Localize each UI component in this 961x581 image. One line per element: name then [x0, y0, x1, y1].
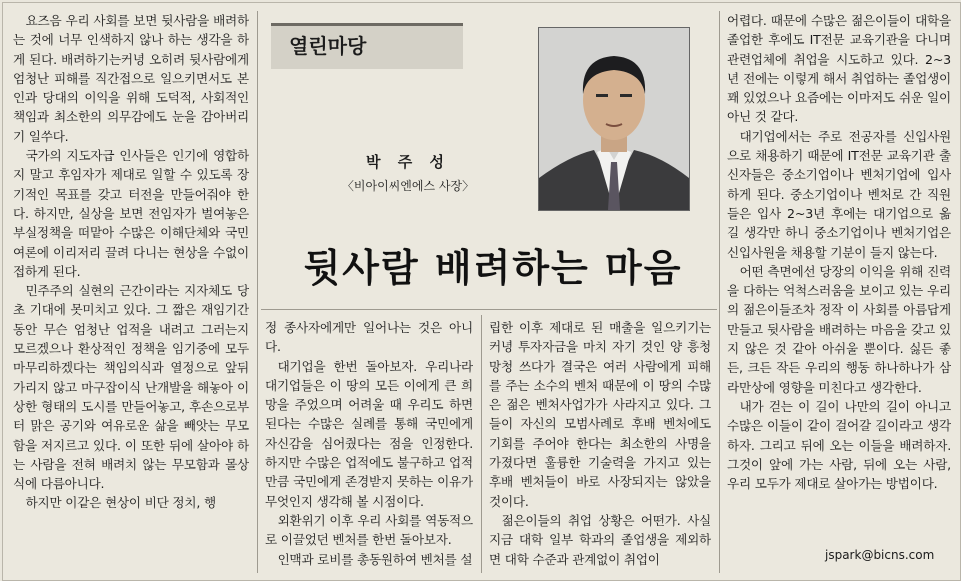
paragraph: 국가의 지도자급 인사들은 인기에 영합하지 말고 후임자가 제대로 일할 수 있도록 장기적인 목표를 갖고 터전을 만들어줘야 한다. 하지만, 실상을 보면 전임자가 벌여놓은 부실정책을 떠맡아 수많은 이해단체와 국민여론에 이리저리 끌려 다니는 현상을 수없이 접하게 된다.: [13, 148, 249, 279]
paragraph: 립한 이후 제대로 된 매출을 일으키기는커녕 투자자금을 마치 자기 것인 양 흥청망청 쓰다가 결국은 여러 사람에게 피해를 주는 소수의 벤처 때문에 이 땅의 수많은 젊은 벤처사업가가 사라지고 있다. 그들이 자신의 모범사례로 후배 벤처에도 기회를 주어야 한다는 최소한의 사명을 가졌다면 훌륭한 기술력을 가지고 있는 후배 벤처들이 바로 사장되지는 않았을 것이다.: [489, 320, 711, 509]
paragraph: 하지만 이같은 현상이 비단 정치, 행: [25, 495, 216, 511]
author-photo: [538, 27, 690, 211]
paragraph: 인맥과 로비를 총동원하여 벤처를 설: [277, 551, 473, 567]
paragraph: 어렵다. 때문에 수많은 젊은이들이 대학을 졸업한 후에도 IT전문 교육기관을 다니며 관련업체에 취업을 시도하고 있다. 2~3년 전에는 이렇게 해서 취업하는 졸업생이 꽤 있었으나 요즘에는 이마저도 쉬운 일이 아닌 것 같다.: [727, 13, 951, 125]
article-headline: 뒷사람 배려하는 마음: [303, 245, 683, 290]
paragraph: 외환위기 이후 우리 사회를 역동적으로 이끌었던 벤처를 한번 돌아보자.: [265, 512, 473, 548]
paragraph: 내가 걷는 이 길이 나만의 길이 아니고 수많은 이들이 같이 걸어갈 길이라고 생각하자. 그리고 뒤에 오는 이들을 배려하자. 그것이 앞에 가는 사람, 뒤에 오는 사람, 우리 모두가 제대로 살아가는 방법이다.: [727, 398, 951, 492]
column-divider: [481, 315, 482, 573]
article-column-2: [265, 318, 473, 570]
paragraph: 대기업을 한번 돌아보자. 우리나라 대기업들은 이 땅의 모든 이에게 큰 희망을 주었으며 어려울 때 우리도 하면 된다는 수많은 실례를 통해 국민에게 자신감을 심어줬다는 점을 인정한다. 하지만 수많은 업적에도 불구하고 업적만큼 국민에게 존경받지 못하는 이유가 무엇인지 생각해 볼 시점이다.: [265, 358, 473, 509]
newspaper-clipping: [2, 2, 961, 581]
paragraph: 젊은이들의 취업 상황은 어떤가. 사실 지금 대학 일부 학과의 졸업생을 제외하면 대학 수준과 관계없이 취업이: [489, 512, 711, 567]
paragraph: 대기업에서는 주로 전공자를 신입사원으로 채용하기 때문에 IT전문 교육기관 출신자들은 중소기업이나 벤처기업에 입사하게 된다. 중소기업이나 벤처로 간 직원들은 입사 2~3년 후에는 대기업으로 옮길 생각만 하니 중소기업이나 벤처기업은 신입사원을 채용할 기분이 들지 않는다.: [727, 128, 951, 260]
column-divider: [719, 11, 720, 573]
paragraph: 정 종사자에게만 일어나는 것은 아니다.: [265, 320, 473, 355]
author-email: jspark@bicns.com: [825, 548, 935, 562]
paragraph: 어떤 측면에선 당장의 이익을 위해 진력을 다하는 억척스러움을 보이고 있는 우리의 젊은이들조차 정작 이 사회를 아름답게 만들고 뒷사람을 배려하는 마음을 갖고 있지 않은 것 같아 아쉬울 뿐이다. 싫든 좋든, 크든 작든 우리의 행동 하나하나가 삼라만상에 영향을 미친다고 생각한다.: [727, 263, 951, 395]
section-label: 열린마당: [271, 23, 463, 69]
article-column-4: [727, 11, 951, 539]
headline-rule: [261, 309, 717, 310]
paragraph: 요즈음 우리 사회를 보면 뒷사람을 배려하는 것에 너무 인색하지 않나 하는 생각을 하게 된다. 배려하기는커녕 오히려 뒷사람에게 엄청난 피해를 직간접으로 일으키면서도 본인과 당대의 이익을 위해 도덕적, 사회적인 책임과 최소한의 의무감에도 눈을 감아버리기 일쑤다.: [13, 13, 249, 144]
author-affiliation: 〈비아이씨엔에스 사장〉: [341, 179, 475, 193]
column-divider: [257, 11, 258, 573]
article-column-1: [13, 11, 249, 571]
article-column-3: [489, 318, 711, 570]
paragraph: 민주주의 실현의 근간이라는 지자체도 당초 기대에 못미치고 있다. 그 짧은 재임기간 동안 무슨 엄청난 업적을 내려고 그러는지 모르겠으나 환상적인 정책을 임기중에 모두 마무리하겠다는 책임의식과 열정으로 앞뒤 가리지 않고 마구잡이식 난개발을 해놓아 이상한 형태의 도시를 만들어놓고, 후손으로부터 맑은 공기와 여유로운 삶을 빼앗는 무모함을 저지르고 있다. 이 또한 뒤에 살아야 하는 사람을 전혀 배려치 않는 무모함과 몰상식에 다름아니다.: [13, 283, 249, 492]
author-name: 박 주 성: [366, 153, 450, 171]
portrait-image: [539, 28, 689, 210]
